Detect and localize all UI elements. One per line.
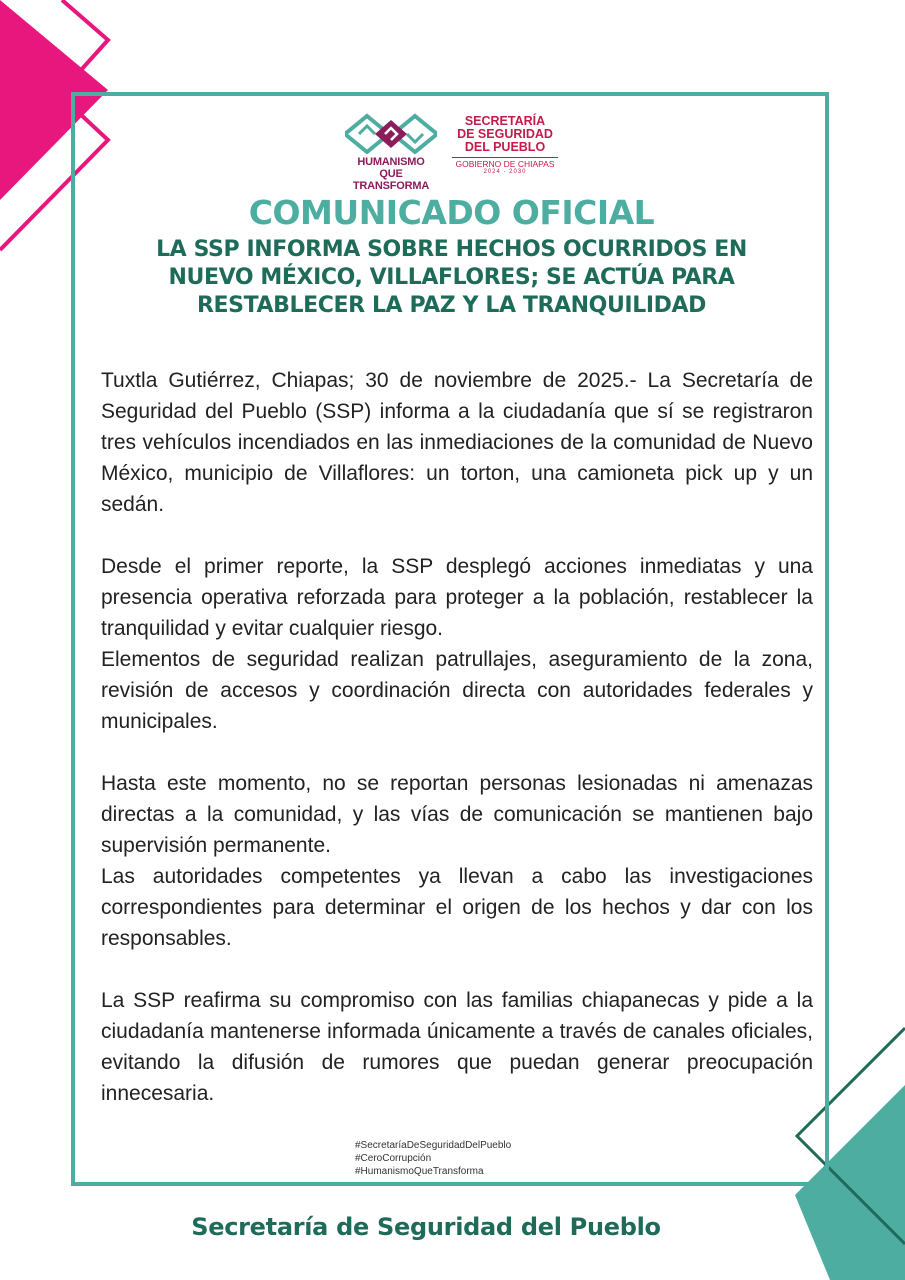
logo-tagline-line-1: HUMANISMO QUE — [357, 156, 425, 180]
ssp-logo-name — [446, 115, 564, 154]
paragraph: La SSP reafirma su compromiso con las familias chiapanecas y pide a la ciudadanía mantenerse informada únicamente a través de canales oficiales, evitando la difusión de rumores que puedan generar preocupación innecesaria. — [101, 989, 813, 1105]
ssp-logo — [446, 115, 564, 185]
paragraph: Desde el primer reporte, la SSP desplegó acciones inmediatas y una presencia operativa reforzada para proteger a la población, restablecer la tranquilidad y evitar cualquier riesgo. — [101, 555, 813, 640]
hashtag: #CeroCorrupción — [355, 1153, 432, 1164]
hashtag: #HumanismoQueTransforma — [355, 1166, 484, 1177]
paragraph: Tuxtla Gutiérrez, Chiapas; 30 de noviembre de 2025.- La Secretaría de Seguridad del Pueblo (SSP) informa a la ciudadanía que sí se registraron tres vehículos incendiados en las inmediaciones de la comunidad de Nuevo México, municipio de Villaflores: un torton, una camioneta pick up y un sedán. — [101, 369, 813, 516]
ssp-logo-years: 2024 - 2030 — [483, 169, 527, 175]
hashtag: #SecretaríaDeSeguridadDelPueblo — [355, 1140, 512, 1151]
headline-line: RESTABLECER LA PAZ Y LA TRANQUILIDAD — [197, 293, 706, 318]
logo-tagline — [345, 156, 437, 192]
paragraph: Hasta este momento, no se reportan personas lesionadas ni amenazas directas a la comunidad, y las vías de comunicación se mantienen bajo supervisión permanente. — [101, 772, 813, 857]
headline — [120, 236, 783, 320]
headline-line: LA SSP INFORMA SOBRE HECHOS OCURRIDOS EN — [156, 237, 747, 262]
ssp-logo-government: GOBIERNO DE CHIAPAS — [455, 159, 555, 169]
humanismo-logo — [345, 112, 437, 192]
ssp-logo-line-1: SECRETARÍA — [464, 114, 546, 128]
footer-signature: Secretaría de Seguridad del Pueblo — [191, 1213, 661, 1241]
logo-tagline-line-2: TRANSFORMA — [352, 180, 430, 192]
ssp-logo-line-3: DEL PUEBLO — [464, 140, 546, 154]
communique-body — [101, 365, 813, 1109]
page-title: COMUNICADO OFICIAL — [248, 193, 655, 232]
hashtags — [355, 1139, 575, 1178]
fret-emblem-icon — [345, 112, 437, 154]
ssp-logo-line-2: DE SEGURIDAD — [457, 127, 553, 141]
paragraph: Las autoridades competentes ya llevan a cabo las investigaciones correspondientes para determinar el origen de los hechos y dar con los responsables. — [101, 865, 813, 950]
headline-line: NUEVO MÉXICO, VILLAFLORES; SE ACTÚA PARA — [168, 265, 735, 290]
paragraph: Elementos de seguridad realizan patrullajes, aseguramiento de la zona, revisión de accesos y coordinación directa con autoridades federales y municipales. — [101, 648, 813, 733]
ssp-logo-divider — [452, 157, 558, 158]
